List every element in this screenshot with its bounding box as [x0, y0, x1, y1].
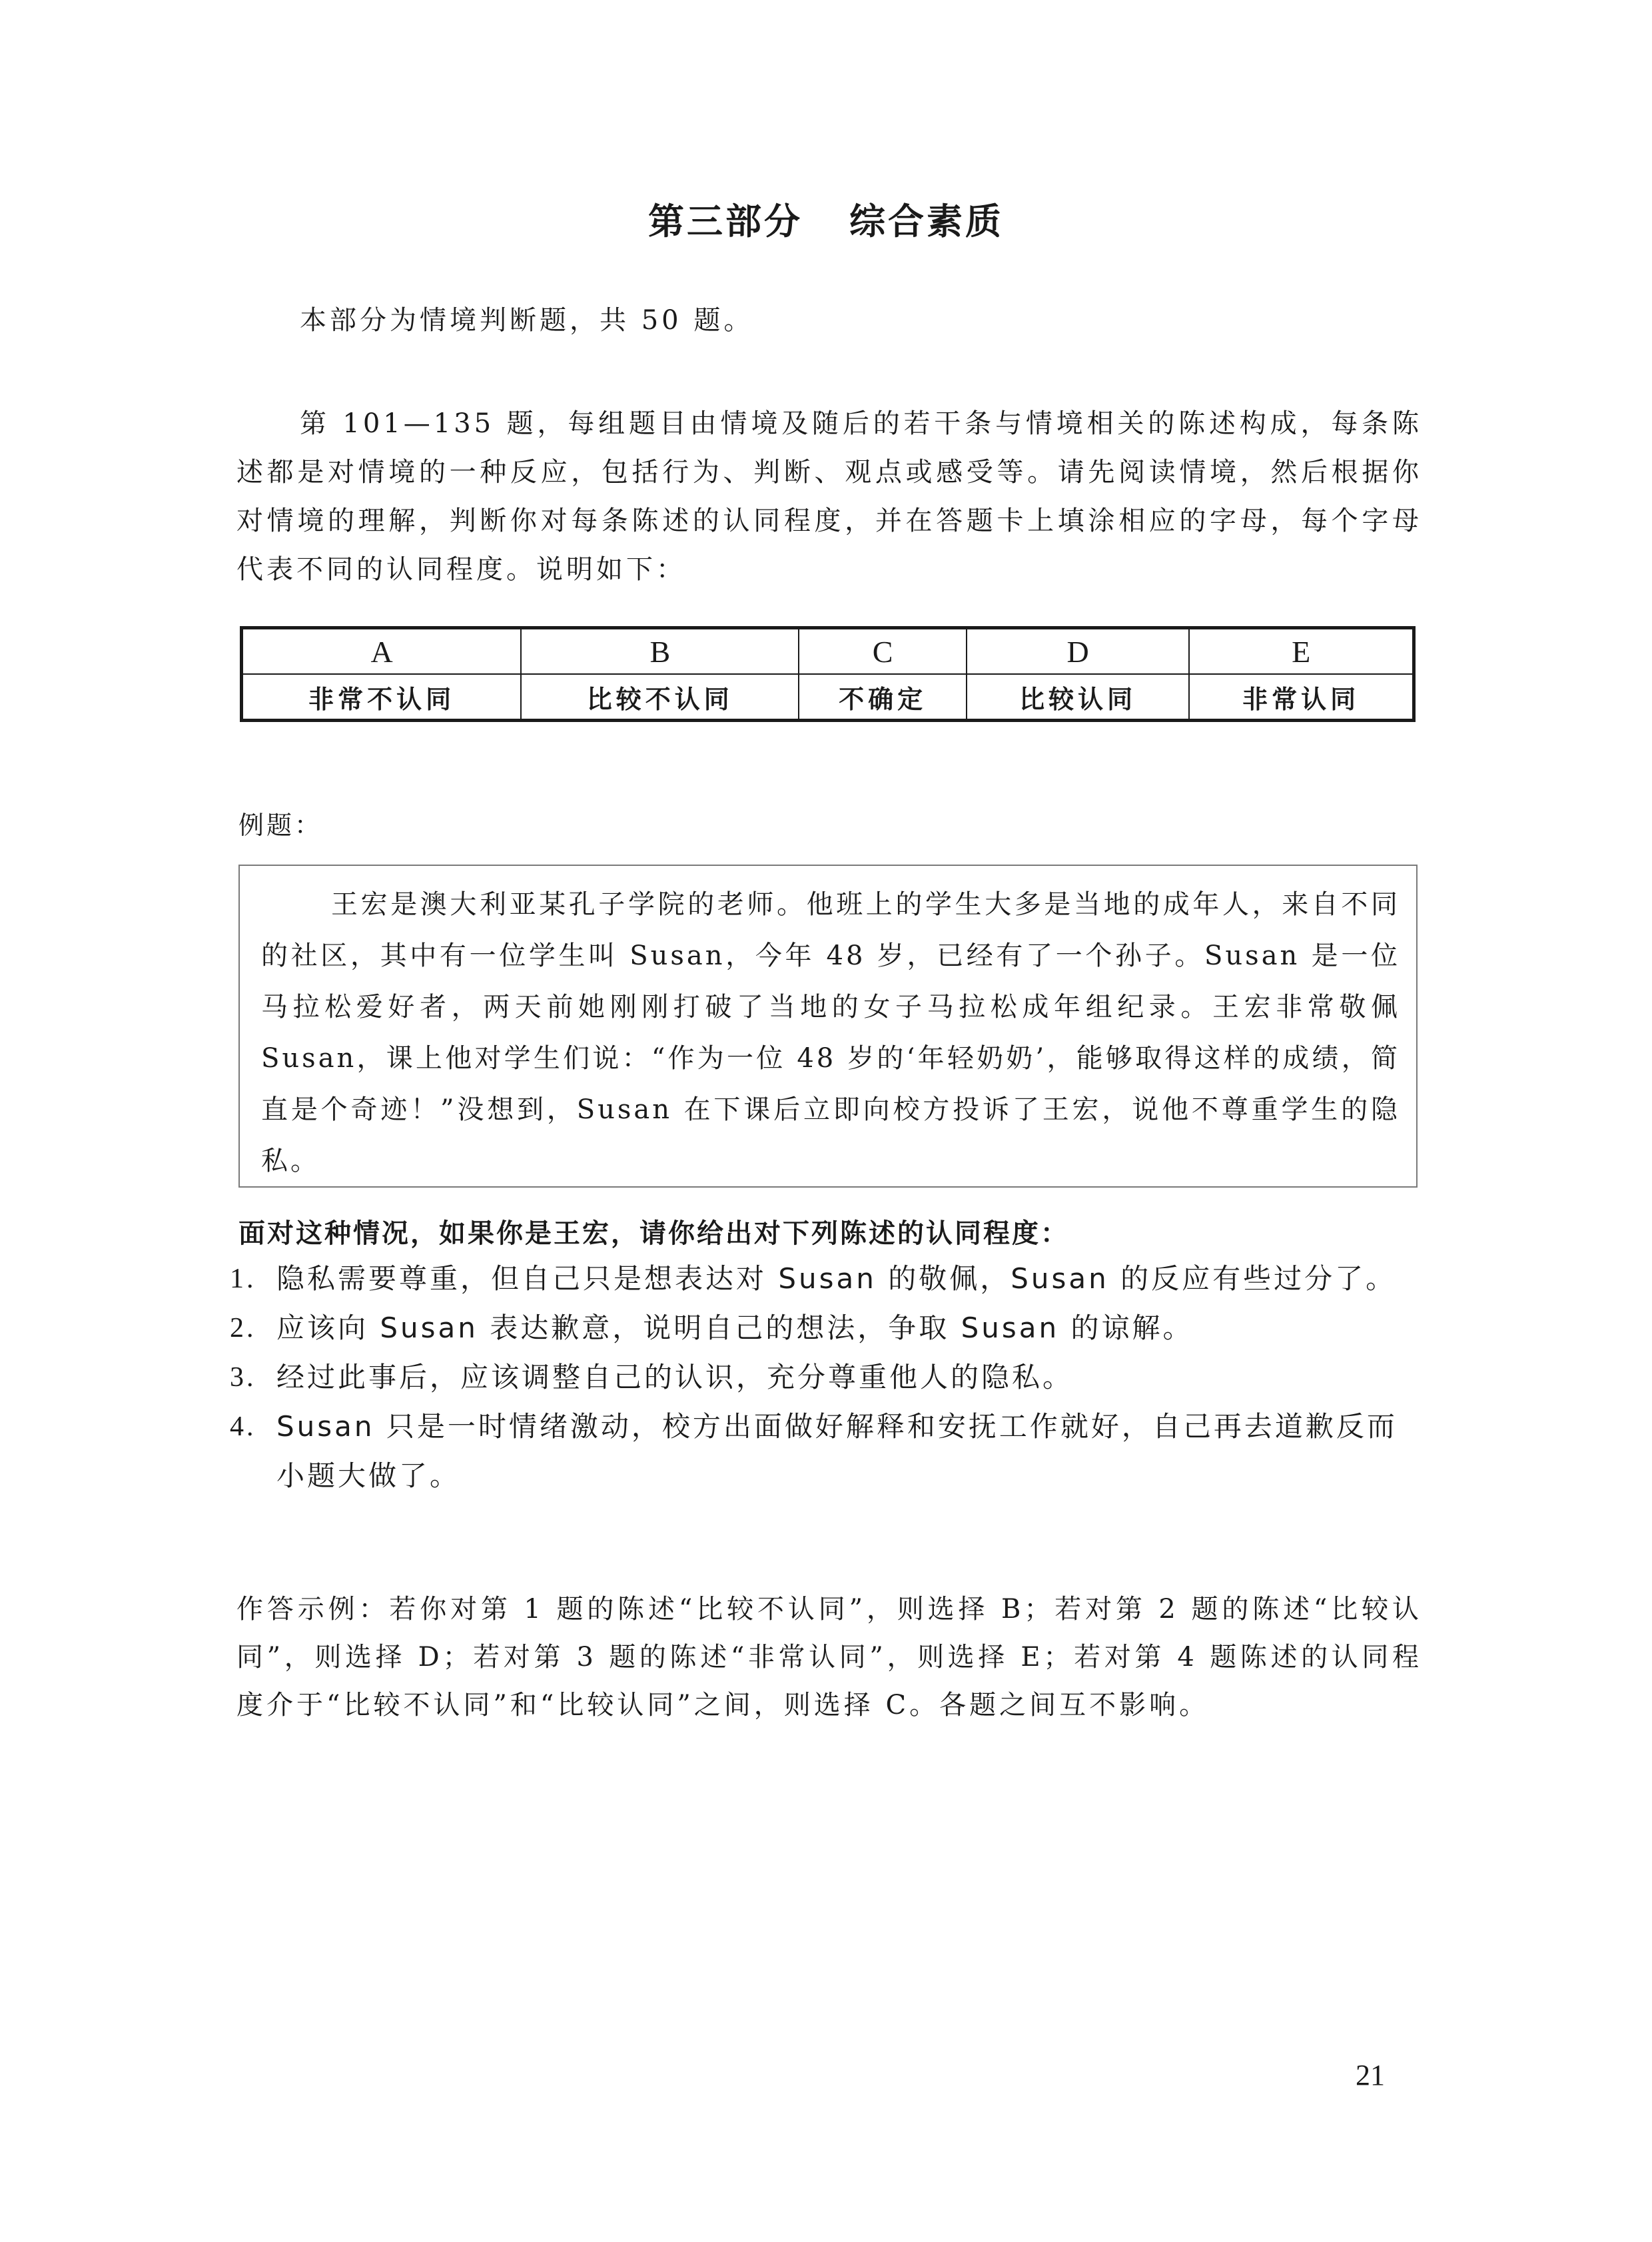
- answer-example-paragraph: 作答示例：若你对第 1 题的陈述“比较不认同”，则选择 B；若对第 2 题的陈述“比较认同”，则选择 D；若对第 3 题的陈述“非常认同”，则选择 E；若对第 4 题陈述的认同程度介于“比较不认同”和“比较认同”之间，则选择 C。各题之间互不影响。: [236, 1594, 1422, 1720]
- section-intro: 本部分为情境判断题，共 50 题。: [300, 305, 754, 336]
- statement-number: 1.: [230, 1264, 256, 1294]
- statement-text: Susan 只是一时情绪激动，校方出面做好解释和安抚工作就好，自己再去道歉反而小题大做了。: [276, 1410, 1398, 1492]
- statements-list: [230, 1254, 1426, 1501]
- scale-label-c: 不确定: [799, 674, 967, 721]
- scale-labels-row: [242, 674, 1414, 721]
- statement-text: 经过此事后，应该调整自己的认识，充分尊重他人的隐私。: [276, 1361, 1074, 1393]
- scale-letter-c: C: [799, 628, 967, 675]
- page-number: 21: [1356, 2059, 1385, 2091]
- example-scenario-text: 王宏是澳大利亚某孔子学院的老师。他班上的学生大多是当地的成年人，来自不同的社区，其中有一位学生叫 Susan，今年 48 岁，已经有了一个孙子。Susan 是一位马拉松爱好者，两天前她刚刚打破了当地的女子马拉松成年组纪录。王宏非常敬佩 Susan，课上他对学生们说：“作为一位 48 岁的‘年轻奶奶’，能够取得这样的成绩，简直是个奇迹！”没想到，Susan 在下课后立即向校方投诉了王宏，说他不尊重学生的隐私。: [261, 889, 1400, 1176]
- scale-label-b: 比较不认同: [521, 674, 799, 721]
- scale-label-d: 比较认同: [967, 674, 1189, 721]
- scale-letter-d: D: [967, 628, 1189, 675]
- scale-letter-b: B: [521, 628, 799, 675]
- statement-text: 隐私需要尊重，但自己只是想表达对 Susan 的敬佩，Susan 的反应有些过分了。: [276, 1262, 1397, 1295]
- scale-letters-row: [242, 628, 1414, 675]
- statement-item: [230, 1353, 1426, 1402]
- agreement-scale-table: [240, 626, 1416, 722]
- section-title-name: 综合素质: [849, 200, 1004, 242]
- statement-number: 3.: [230, 1362, 256, 1393]
- statement-item: [230, 1304, 1426, 1353]
- statement-item: [230, 1254, 1426, 1304]
- scale-letter-a: A: [242, 628, 522, 675]
- section-title-part: 第三部分: [648, 200, 803, 242]
- instructions-paragraph: 第 101—135 题，每组题目由情境及随后的若干条与情境相关的陈述构成，每条陈述都是对情境的一种反应，包括行为、判断、观点或感受等。请先阅读情境，然后根据你对情境的理解，判断你对每条陈述的认同程度，并在答题卡上填涂相应的字母，每个字母代表不同的认同程度。说明如下：: [236, 408, 1422, 585]
- statements-prompt: 面对这种情况，如果你是王宏，请你给出对下列陈述的认同程度：: [238, 1218, 1069, 1249]
- statement-item: [230, 1402, 1426, 1501]
- section-title: [0, 193, 1652, 244]
- statement-text: 应该向 Susan 表达歉意，说明自己的想法，争取 Susan 的谅解。: [276, 1311, 1194, 1344]
- example-label: 例题：: [238, 811, 323, 840]
- statement-number: 2.: [230, 1313, 256, 1343]
- scale-letter-e: E: [1189, 628, 1414, 675]
- statement-number: 4.: [230, 1411, 256, 1442]
- scale-label-e: 非常认同: [1189, 674, 1414, 721]
- scale-label-a: 非常不认同: [242, 674, 522, 721]
